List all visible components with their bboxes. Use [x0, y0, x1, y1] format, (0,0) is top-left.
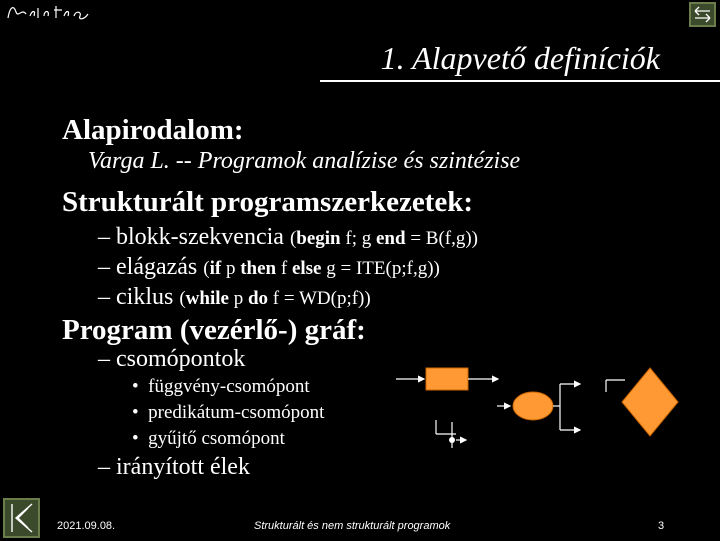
node-type-function: • függvény-csomópont	[132, 376, 310, 397]
collector-node-diagram	[436, 420, 466, 448]
literature-heading: Alapirodalom:	[62, 114, 244, 146]
predicate-node-diagram	[497, 384, 580, 430]
diamond-node-diagram	[606, 368, 678, 436]
item-code: (begin f; g end = B(f,g))	[289, 228, 479, 249]
structured-item-branch	[98, 254, 440, 281]
edges-label: – irányított élek	[98, 454, 250, 480]
title-underline	[320, 80, 720, 82]
footer-date: 2021.09.08.	[57, 520, 116, 532]
node-type-collector: • gyűjtő csomópont	[132, 428, 285, 449]
list-dash: –	[98, 284, 110, 310]
list-dash: –	[98, 254, 110, 280]
swap-arrows-icon[interactable]	[689, 2, 716, 27]
graph-heading: Program (vezérlő-) gráf:	[62, 314, 366, 346]
item-label: ciklus	[116, 284, 174, 310]
nodes-label: – csomópontok	[98, 346, 246, 372]
slide-title: 1. Alapvető definíciók	[380, 40, 660, 76]
list-dash: –	[98, 224, 110, 250]
item-code: (if p then f else g = ITE(p;f,g))	[203, 258, 440, 279]
item-label: blokk-szekvencia	[116, 224, 284, 250]
footer-title: Strukturált és nem strukturált programok	[254, 520, 451, 532]
item-code: (while p do f = WD(p;f))	[179, 288, 371, 309]
structured-item-loop	[98, 284, 371, 311]
node-diagrams	[380, 360, 710, 470]
structured-heading: Strukturált programszerkezetek:	[62, 186, 473, 218]
back-to-start-icon[interactable]	[3, 498, 40, 538]
node-type-predicate: • predikátum-csomópont	[132, 402, 325, 423]
function-node-diagram	[396, 368, 498, 390]
structured-item-sequence	[98, 224, 478, 251]
item-label: elágazás	[116, 254, 198, 280]
signature-logo	[4, 2, 94, 24]
literature-reference: Varga L. -- Programok analízise és szintézise	[88, 148, 521, 174]
footer-page-number: 3	[658, 520, 665, 532]
